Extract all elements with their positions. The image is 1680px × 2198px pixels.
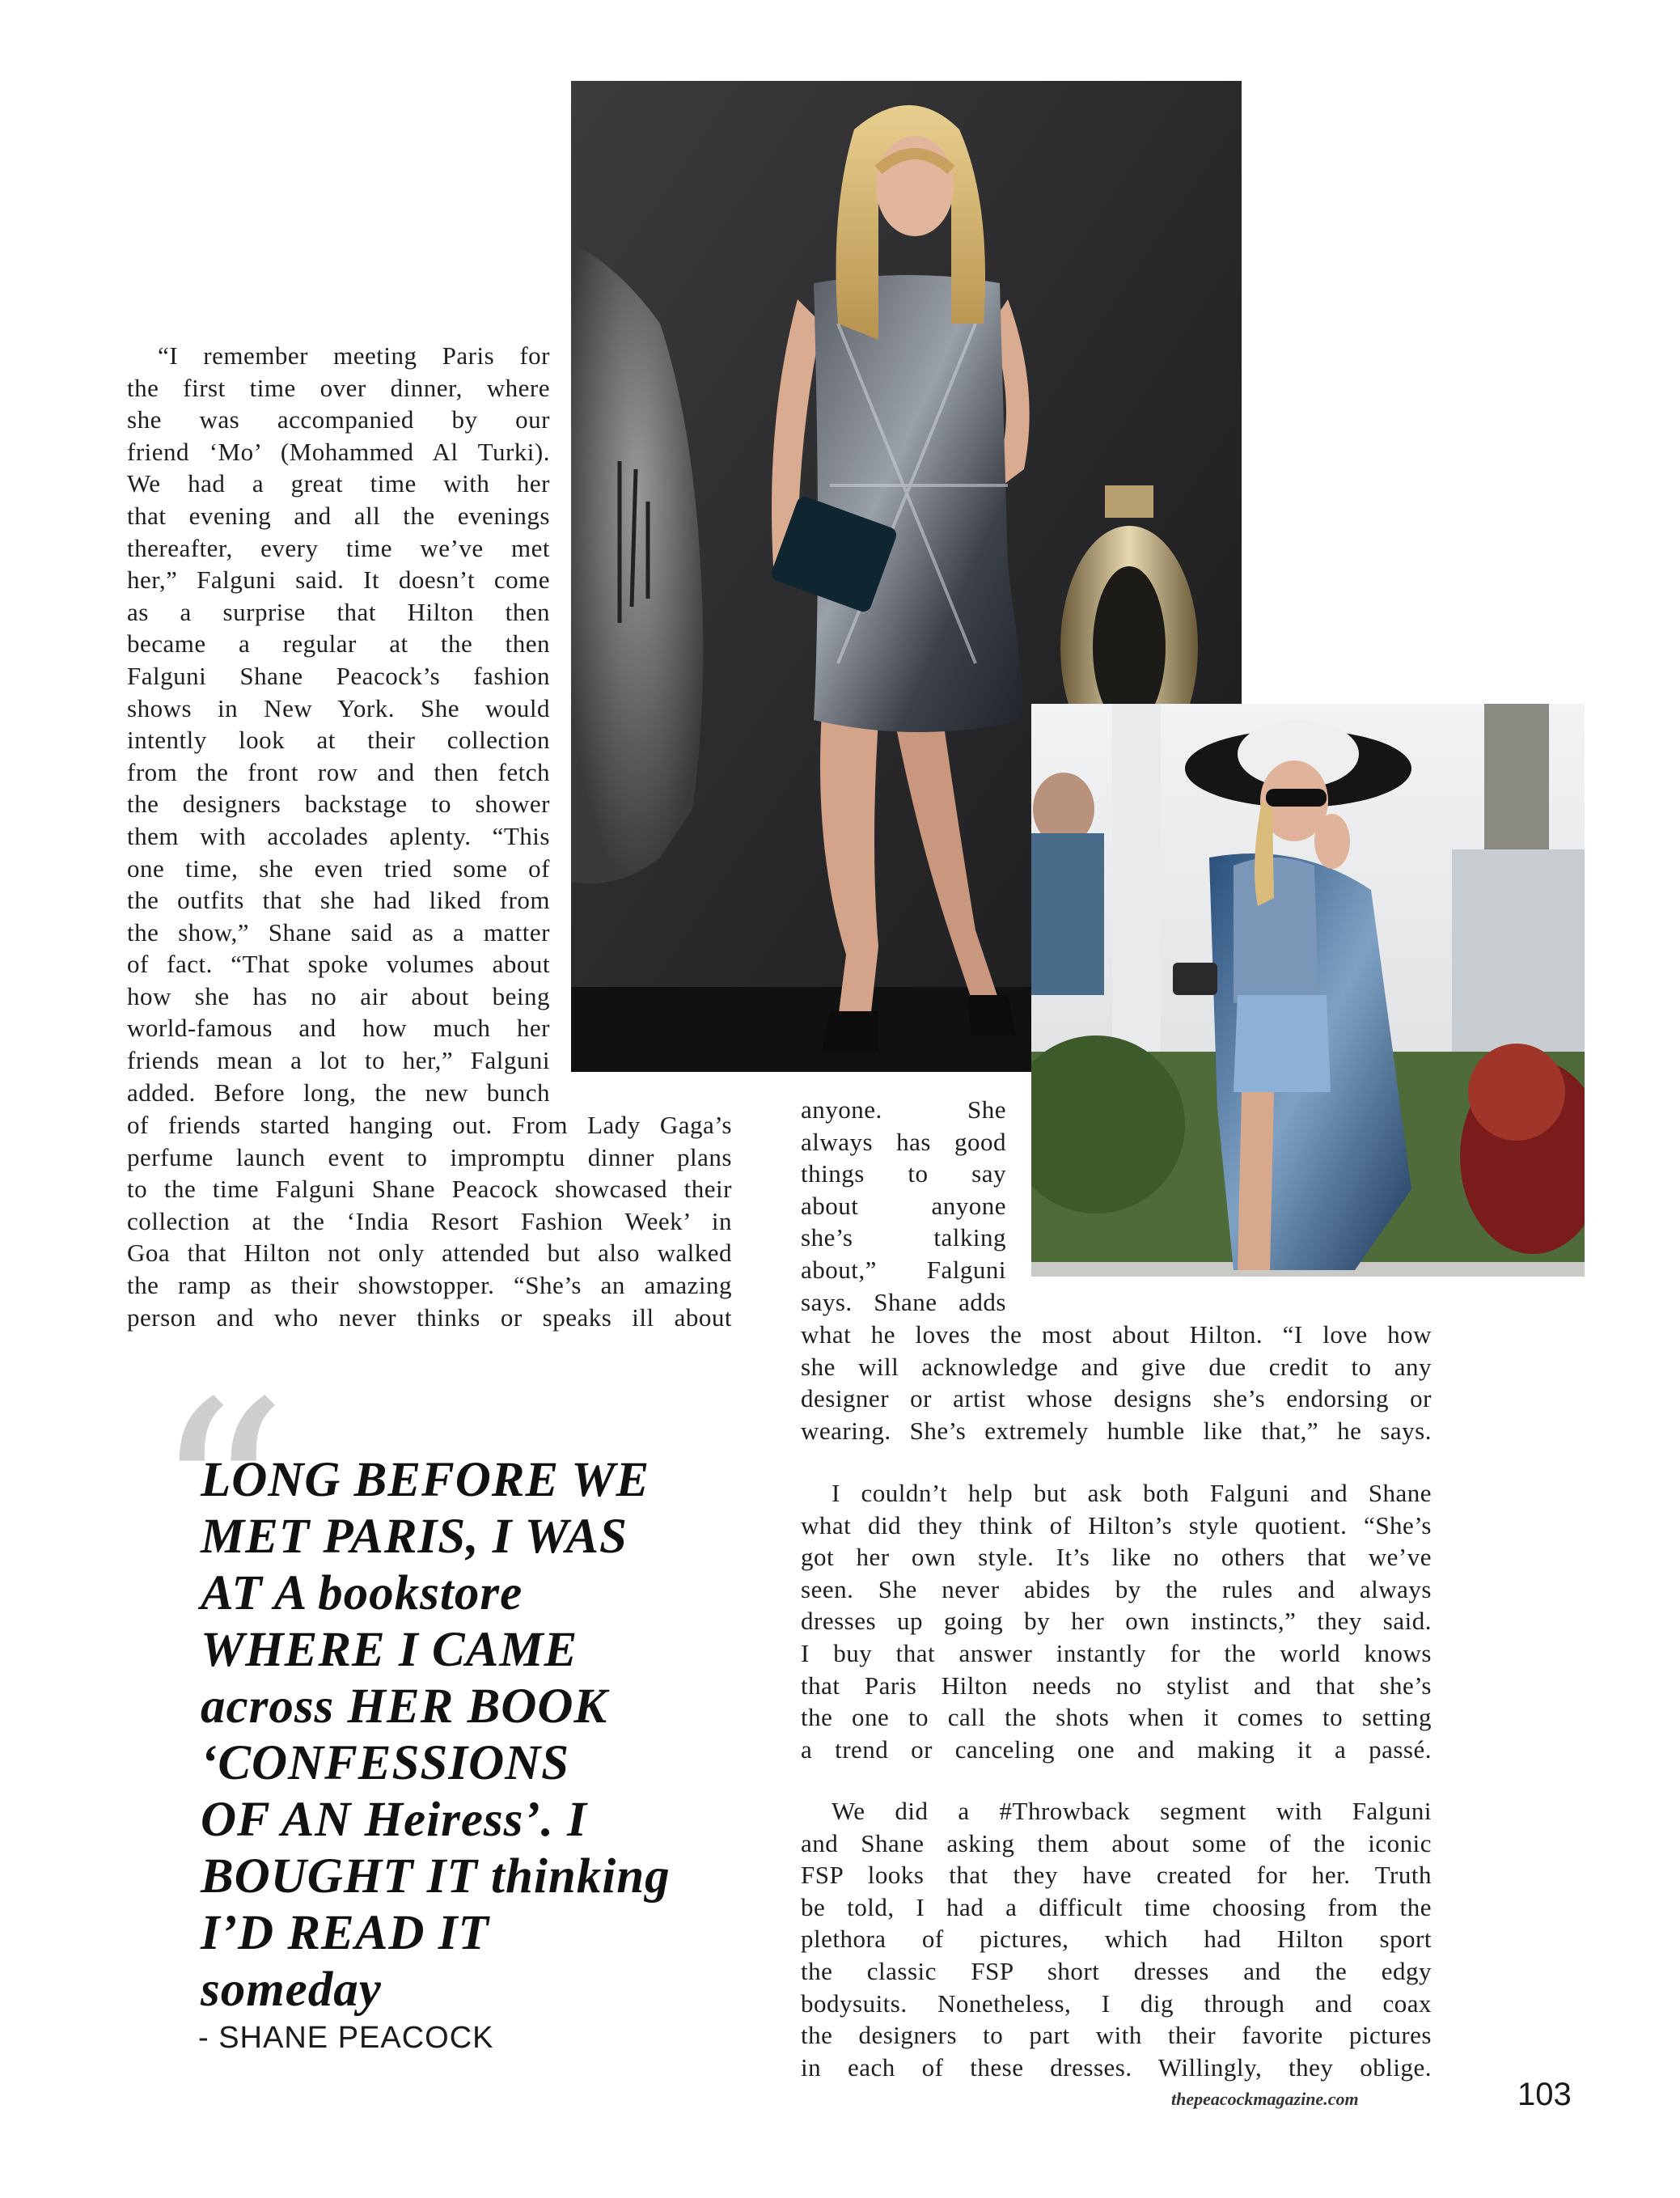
text-line: collection at the ‘India Resort Fashion Week’ in <box>127 1206 732 1235</box>
text-line: the first time over dinner, where <box>127 373 550 402</box>
text-line: them with accolades aplenty. “This <box>127 821 550 850</box>
article-col2-part1 <box>801 1319 1432 1446</box>
text-line: a trend or canceling one and making it a passé. <box>801 1734 1432 1764</box>
article-col2-part2 <box>801 1477 1432 1765</box>
text-line: the ramp as their showstopper. “She’s an amazing <box>127 1270 732 1299</box>
pull-quote-line: OF AN Heiress’. I <box>201 1793 587 1847</box>
text-line: We had a great time with her <box>127 469 550 498</box>
text-line: to the time Falguni Shane Peacock showcased their <box>127 1175 732 1204</box>
photo-street-style <box>1031 704 1585 1277</box>
text-line: from the front row and then fetch <box>127 757 550 786</box>
text-line: things to say <box>801 1159 1006 1188</box>
text-line: what he loves the most about Hilton. “I love how <box>801 1320 1432 1349</box>
pull-quote-line: LONG BEFORE WE <box>201 1453 650 1507</box>
text-line: says. Shane adds <box>801 1287 1006 1316</box>
text-line: dresses up going by her own instincts,” they said. <box>801 1607 1432 1636</box>
text-line: her,” Falguni said. It doesn’t come <box>127 565 550 595</box>
text-line: I buy that answer instantly for the world knows <box>801 1638 1432 1667</box>
text-line: plethora of pictures, which had Hilton sport <box>801 1925 1432 1954</box>
text-line: about,” Falguni <box>801 1255 1006 1284</box>
text-line: We did a #Throwback segment with Falguni <box>832 1797 1432 1825</box>
text-line: Goa that Hilton not only attended but also walked <box>127 1239 732 1268</box>
text-line: be told, I had a difficult time choosing from the <box>801 1892 1432 1921</box>
article-col1-part1 <box>127 340 550 1108</box>
text-line: the show,” Shane said as a matter <box>127 917 550 947</box>
text-line: world-famous and how much her <box>127 1014 550 1043</box>
text-line: the one to call the shots when it comes to setting <box>801 1703 1432 1732</box>
pull-quote-line: I’D READ IT <box>201 1906 489 1960</box>
article-col2-narrow <box>801 1094 1006 1318</box>
pull-quote <box>201 1452 734 2018</box>
text-line: I couldn’t help but ask both Falguni and Shane <box>832 1479 1432 1507</box>
text-line: and Shane asking them about some of the iconic <box>801 1828 1432 1857</box>
text-line: bodysuits. Nonetheless, I dig through and coax <box>801 1988 1432 2018</box>
text-line: person and who never thinks or speaks ill about <box>127 1302 732 1332</box>
magazine-website: thepeacockmagazine.com <box>1171 2089 1359 2109</box>
text-line: Falguni Shane Peacock’s fashion <box>127 661 550 690</box>
text-line: thereafter, every time we’ve met <box>127 533 550 562</box>
text-line: FSP looks that they have created for her. Truth <box>801 1861 1432 1890</box>
text-line: in each of these dresses. Willingly, they oblige. <box>801 2052 1432 2082</box>
text-line: perfume launch event to impromptu dinner plans <box>127 1142 732 1171</box>
text-line: about anyone <box>801 1191 1006 1220</box>
pull-quote-line: someday <box>201 1963 382 2017</box>
text-line: she was accompanied by our <box>127 405 550 434</box>
pull-quote-line: WHERE I CAME <box>201 1623 578 1677</box>
pull-quote-line: AT A bookstore <box>201 1566 523 1620</box>
text-line: that Paris Hilton needs no stylist and that she’s <box>801 1671 1432 1700</box>
article-col2-part3 <box>801 1795 1432 2083</box>
text-line: she will acknowledge and give due credit to any <box>801 1352 1432 1381</box>
text-line: seen. She never abides by the rules and always <box>801 1574 1432 1603</box>
text-line: friends mean a lot to her,” Falguni <box>127 1046 550 1075</box>
text-line: she’s talking <box>801 1223 1006 1252</box>
pull-quote-attribution: - SHANE PEACOCK <box>198 2021 494 2055</box>
text-line: became a regular at the then <box>127 629 550 659</box>
text-line: added. Before long, the new bunch <box>127 1078 550 1107</box>
pull-quote-line: ‘CONFESSIONS <box>201 1736 570 1790</box>
text-line: anyone. She <box>801 1095 1006 1124</box>
text-line: friend ‘Mo’ (Mohammed Al Turki). <box>127 437 550 466</box>
text-line: of friends started hanging out. From Lady Gaga’s <box>127 1111 732 1139</box>
text-line: designer or artist whose designs she’s endorsing or <box>801 1384 1432 1413</box>
page-number: 103 <box>1517 2077 1572 2112</box>
text-line: got her own style. It’s like no others that we’ve <box>801 1543 1432 1572</box>
text-line: the classic FSP short dresses and the edgy <box>801 1956 1432 1985</box>
text-line: one time, she even tried some of <box>127 853 550 883</box>
pull-quote-line: MET PARIS, I WAS <box>201 1510 628 1564</box>
text-line: how she has no air about being <box>127 981 550 1010</box>
article-col1-part2 <box>127 1109 732 1333</box>
text-line: the outfits that she had liked from <box>127 886 550 915</box>
quote-mark-icon: “ <box>152 1345 289 1656</box>
text-line: as a surprise that Hilton then <box>127 597 550 626</box>
text-line: the designers to part with their favorite pictures <box>801 2021 1432 2050</box>
text-line: that evening and all the evenings <box>127 501 550 530</box>
text-line: wearing. She’s extremely humble like that,” he says. <box>801 1416 1432 1445</box>
text-line: shows in New York. She would <box>127 693 550 722</box>
text-line: what did they think of Hilton’s style quotient. “She’s <box>801 1510 1432 1539</box>
text-line: the designers backstage to shower <box>127 790 550 819</box>
pull-quote-line: across HER BOOK <box>201 1679 608 1734</box>
text-line: intently look at their collection <box>127 726 550 755</box>
text-line: always has good <box>801 1127 1006 1156</box>
pull-quote-line: BOUGHT IT thinking <box>201 1849 671 1904</box>
text-line: “I remember meeting Paris for <box>158 341 550 370</box>
text-line: of fact. “That spoke volumes about <box>127 950 550 979</box>
